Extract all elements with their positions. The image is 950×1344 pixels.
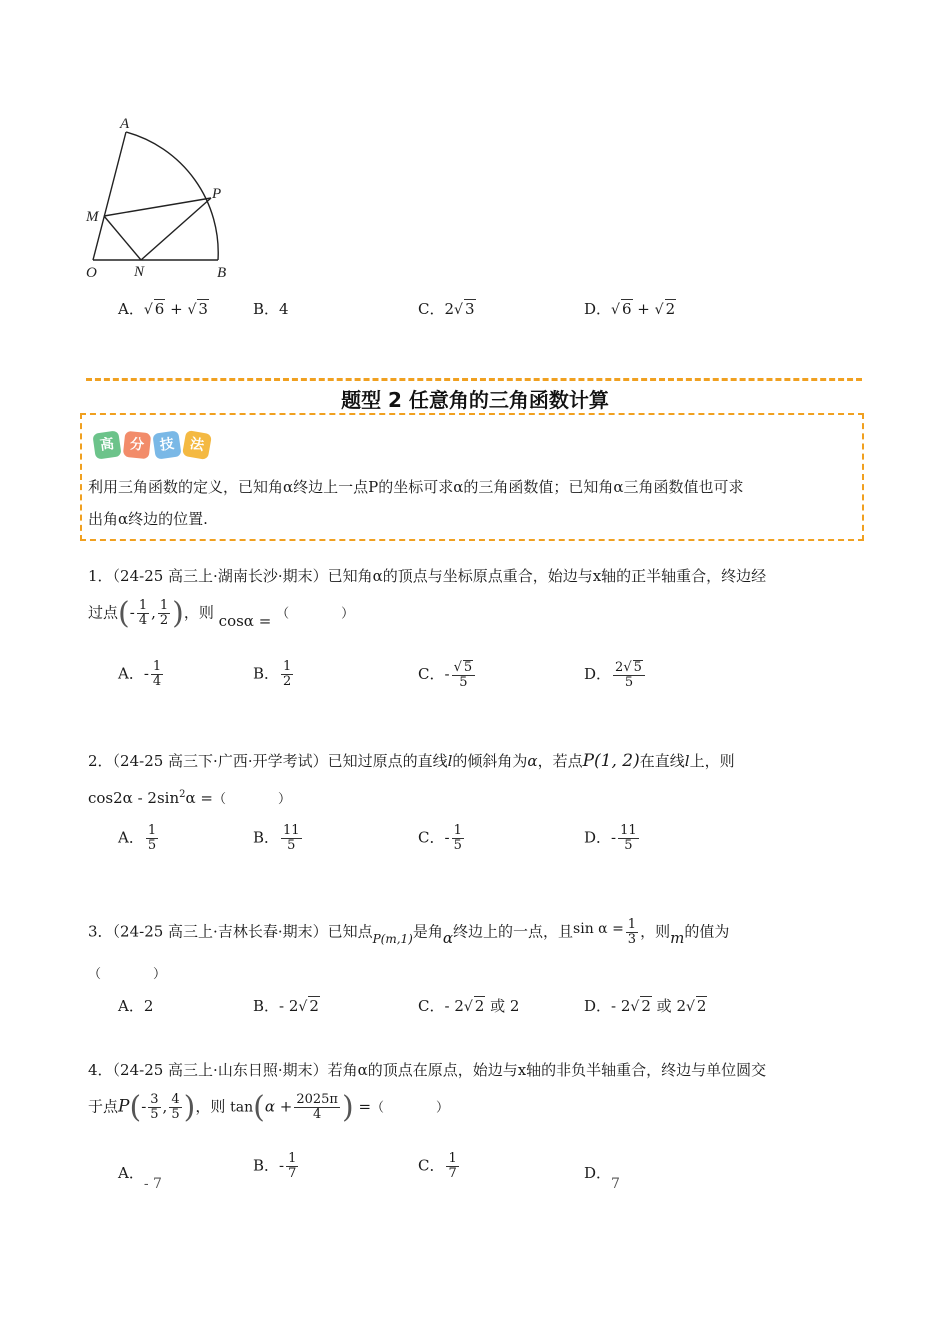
q2-line-2: $\cos 2\alpha - 2\sin^2\alpha$ =（ ） — [88, 789, 291, 807]
badge-fen: 分 — [123, 431, 152, 460]
tip-badges — [94, 432, 214, 458]
label-P: P — [212, 186, 222, 202]
q2-option-b: B． $\frac{11}{5}$ — [253, 823, 300, 853]
badge-fa: 法 — [182, 430, 212, 460]
segment-MP — [104, 198, 211, 216]
q2-option-d: D．- $\frac{11}{5}$ — [584, 823, 637, 853]
q4-option-a: A．- 7 — [118, 1164, 162, 1192]
q2-option-a: A． $\frac{1}{5}$ — [118, 823, 157, 853]
q0-option-d: D．√ 6 + √ 2 — [584, 300, 676, 318]
q1-option-c: C．- $\frac{√ 5}{5}$ — [418, 660, 477, 690]
q4-option-c: C． $\frac{1}{7}$ — [418, 1151, 457, 1181]
badge-ji: 技 — [152, 430, 181, 459]
q4-line-2: 于点P(- $\frac{3}{5}$ , $\frac{4}{5}$ )，则 tan(α + $\frac{2025\pi}{4}$ ) =（ ） — [88, 1090, 450, 1125]
section-top-divider — [86, 378, 862, 381]
q1-option-a: A．- $\frac{1}{4}$ — [118, 659, 162, 689]
sector-figure — [80, 110, 240, 285]
segment-OA — [93, 132, 126, 260]
tip-line-1: 利用三角函数的定义，已知角α终边上一点P的坐标可求α的三角函数值；已知角α三角函数值也可求 — [88, 478, 744, 496]
arc-AB — [126, 132, 218, 260]
q4-line-1: 4．（24-25 高三上·山东日照·期末）若角α的顶点在原点，始边与x轴的非负半轴重合，终边与单位圆交 — [88, 1061, 767, 1079]
q3-option-b: B．- 2√ 2 — [253, 997, 319, 1015]
label-N: N — [134, 264, 145, 280]
q3-line-1: 3．（24-25 高三上·吉林长春·期末）已知点$_{P(m,1)}$是角α终边上的一点，且sin α = $\frac{1}{3}$ ，则m的值为 — [88, 917, 730, 947]
q0-option-a: A．√ 6 + √ 3 — [118, 300, 208, 318]
q1-option-b: B． $\frac{1}{2}$ — [253, 659, 292, 689]
q3-option-a: A．2 — [118, 997, 154, 1015]
label-B: B — [217, 265, 227, 281]
segment-MN — [104, 216, 141, 260]
q3-option-d: D．- 2√ 2 或 2√ 2 — [584, 997, 707, 1015]
q0-option-c: C．2√ 3 — [418, 300, 475, 318]
label-O: O — [86, 265, 97, 281]
q3-line-2: （ ） — [88, 967, 167, 982]
q4-option-d: D．7 — [584, 1164, 620, 1192]
label-A: A — [120, 116, 130, 132]
q1-option-d: D． $\frac{2√ 5}{5}$ — [584, 660, 647, 690]
tip-line-2: 出角α终边的位置. — [88, 510, 208, 528]
q3-option-c: C．- 2√ 2 或 2 — [418, 997, 520, 1015]
section-title: 题型 2 任意角的三角函数计算 — [341, 388, 609, 412]
q2-line-1: 2．（24-25 高三下·广西·开学考试）已知过原点的直线l的倾斜角为α，若点P(1, 2)在直线l上，则 — [88, 751, 735, 771]
q1-line-1: 1．（24-25 高三上·湖南长沙·期末）已知角α的顶点与坐标原点重合，始边与x轴的正半轴重合，终边经 — [88, 567, 767, 585]
q4-option-b: B．- $\frac{1}{7}$ — [253, 1151, 297, 1181]
q2-option-c: C．- $\frac{1}{5}$ — [418, 823, 462, 853]
badge-gao: 高 — [92, 430, 121, 459]
q0-option-b: B．4 — [253, 300, 289, 318]
label-M: M — [86, 209, 99, 225]
q1-line-2: 过点(- $\frac{1}{4}$ , $\frac{1}{2}$ )，则 cosα = （ ） — [88, 596, 355, 631]
